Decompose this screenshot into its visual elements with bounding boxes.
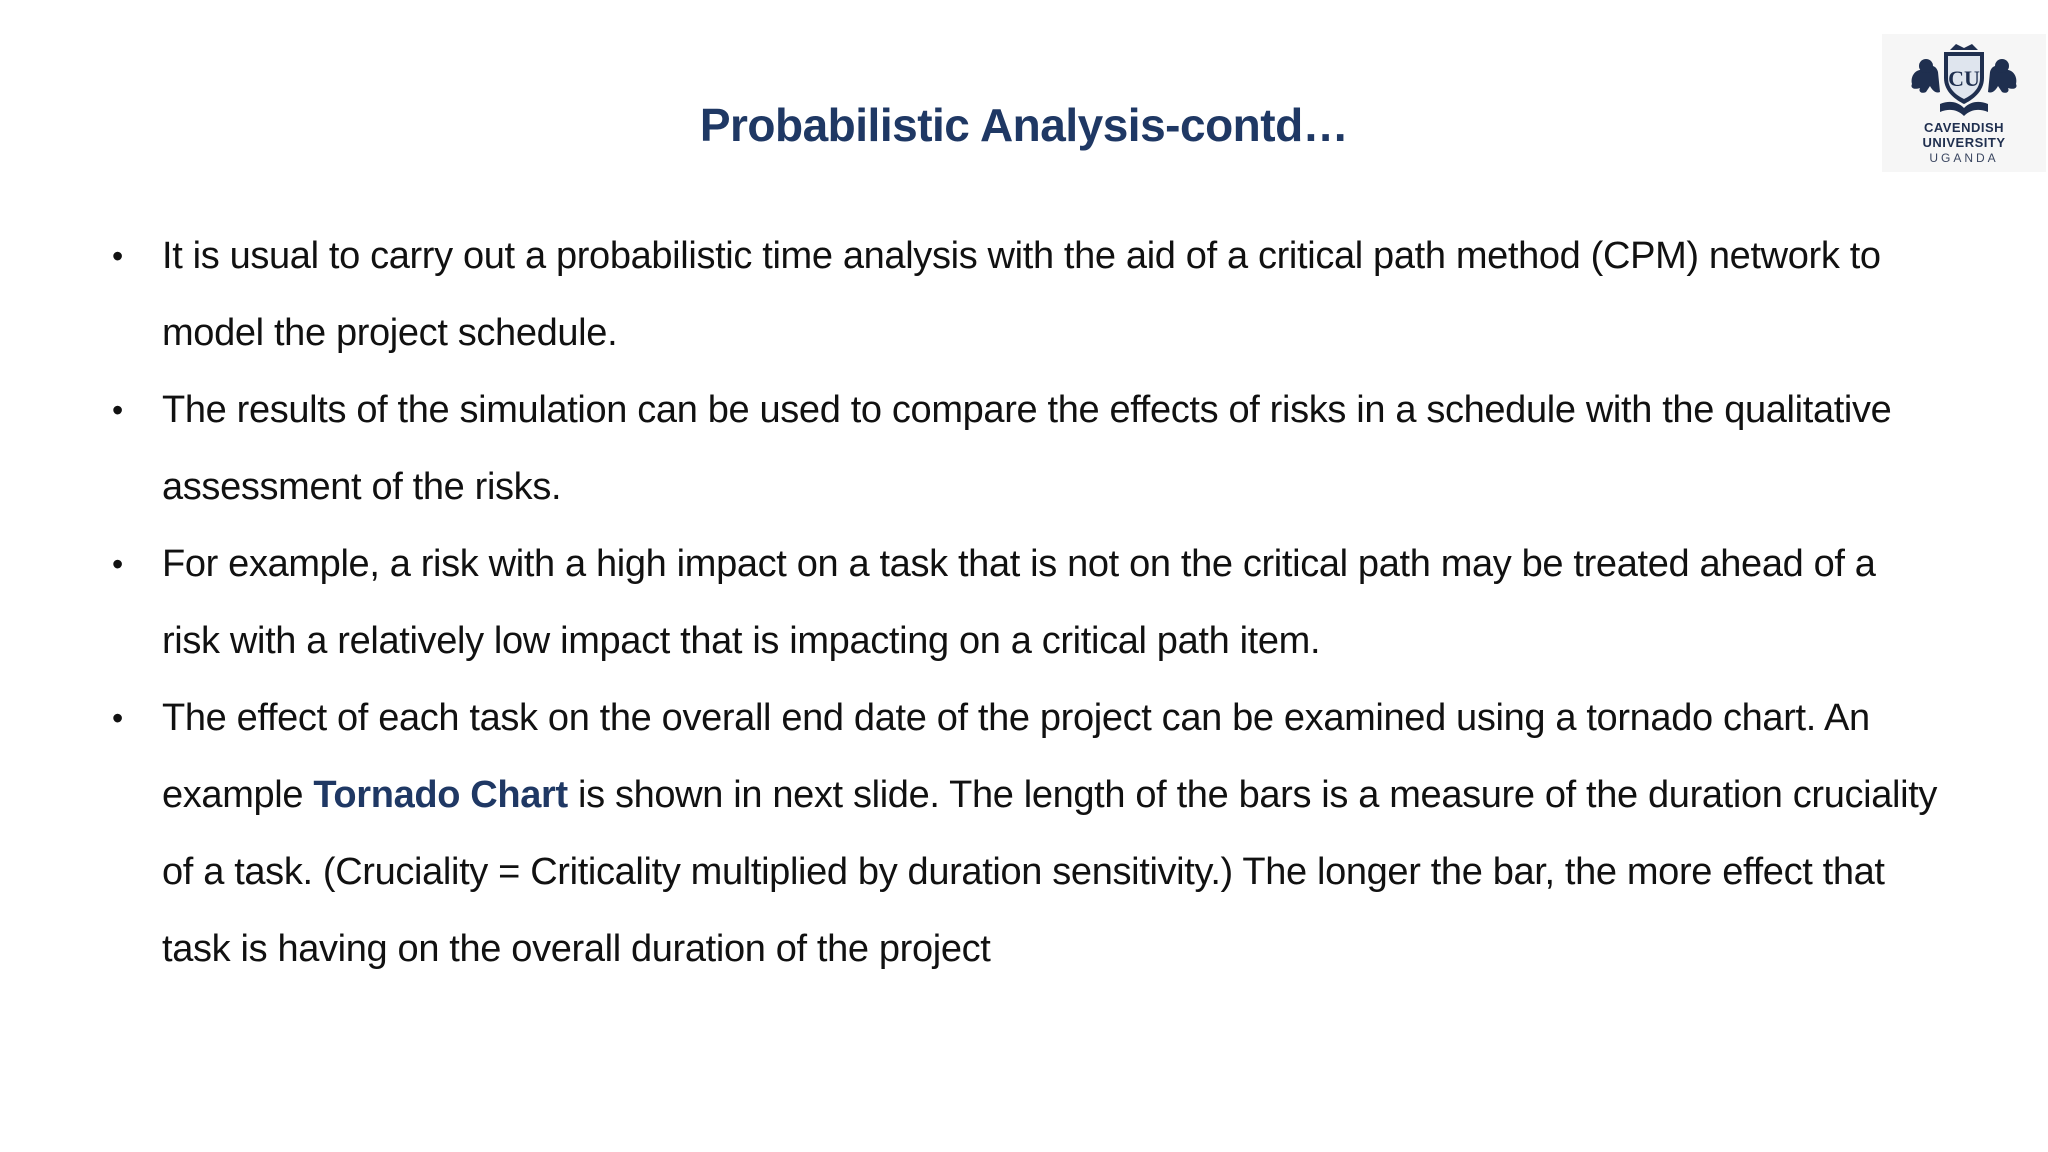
logo-text-line3: UGANDA <box>1929 151 1999 165</box>
bullet-text: The results of the simulation can be used to compare the effects of risks in a schedule with the qualitative assessment of the risks. <box>162 389 1892 508</box>
logo-text-line2: UNIVERSITY <box>1922 135 2006 150</box>
bullet-item <box>112 218 1942 372</box>
bullet-text: It is usual to carry out a probabilistic time analysis with the aid of a critical path method (CPM) network to model the project schedule. <box>162 235 1881 354</box>
logo-text-line1: CAVENDISH <box>1923 120 2005 135</box>
bullet-item <box>112 680 1942 988</box>
slide-title: Probabilistic Analysis-contd… <box>699 99 1349 151</box>
bullet-item <box>112 526 1942 680</box>
bullet-icon: • <box>112 392 123 428</box>
bullet-text: For example, a risk with a high impact on a task that is not on the critical path may be treated ahead of a risk with a relatively low impact that is impacting on a critical path item. <box>162 543 1876 662</box>
bullet-icon: • <box>112 700 123 736</box>
university-logo <box>1882 34 2046 172</box>
tornado-chart-highlight: Tornado Chart <box>313 774 568 816</box>
bullet-text-after: is shown in next slide. The length of the bars is a measure of the duration cruciality of a task. (Cruciality = Criticality multiplied by duration sensitivity.) The longer the bar, the more effect that task is having on the overall duration of the project <box>162 774 1938 970</box>
crest-letters: CU <box>1948 66 1980 91</box>
bullet-icon: • <box>112 238 123 274</box>
bullet-list <box>112 218 1942 988</box>
bullet-item <box>112 372 1942 526</box>
crest-icon <box>1906 40 2022 120</box>
bullet-text-before: The effect of each task on the overall end date of the project can be examined using a tornado chart. An example <box>162 697 1870 816</box>
bullet-icon: • <box>112 546 123 582</box>
